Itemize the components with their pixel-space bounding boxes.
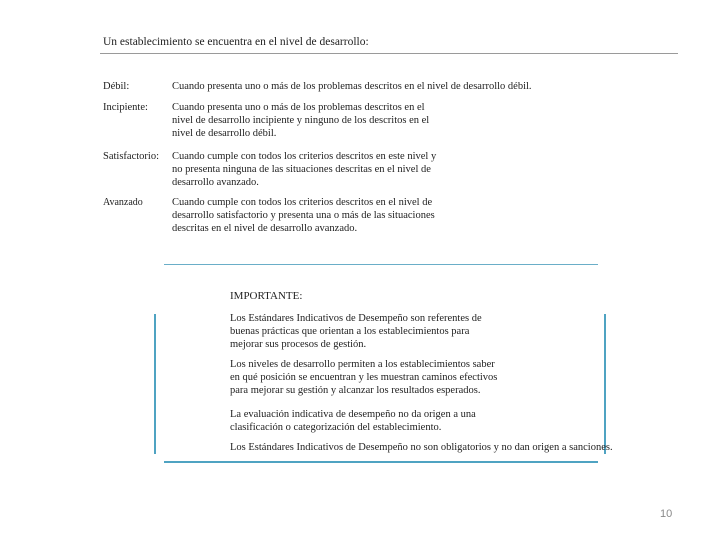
level-term: Incipiente: (103, 102, 148, 113)
important-box-bottom-border (164, 461, 598, 463)
level-term: Avanzado (103, 197, 143, 208)
important-box-top-border (164, 264, 598, 265)
page-title: Un establecimiento se encuentra en el nivel de desarrollo: (103, 36, 369, 48)
level-term: Débil: (103, 81, 130, 92)
important-paragraph: La evaluación indicativa de desempeño no da origen a una clasificación o categorización del establecimiento. (230, 409, 476, 433)
important-box-left-border (154, 314, 156, 454)
level-description: Cuando presenta uno o más de los problemas descritos en el nivel de desarrollo incipiente y ninguno de los descritos en el nivel de desarrollo débil. (172, 102, 430, 139)
important-paragraph: Los niveles de desarrollo permiten a los establecimientos saber en qué posición se encuentran y les muestran caminos efectivos para mejorar su gestión y alcanzar los resultados esperados. (230, 359, 498, 396)
important-paragraph: Los Estándares Indicativos de Desempeño son referentes de buenas prácticas que orientan a los establecimientos para mejorar sus procesos de gestión. (230, 313, 482, 350)
level-term: Satisfactorio: (103, 151, 159, 162)
level-description: Cuando cumple con todos los criterios descritos en el nivel de desarrollo satisfactorio y presenta una o más de las situaciones descritas en el nivel de desarrollo avanzado. (172, 197, 435, 234)
page-number: 10 (660, 508, 673, 520)
important-box-right-border (604, 314, 606, 454)
level-description: Cuando cumple con todos los criterios descritos en este nivel y no presenta ninguna de las situaciones descritas en el nivel de desarrollo avanzado. (172, 151, 437, 188)
title-divider (100, 53, 678, 54)
important-heading: IMPORTANTE: (230, 290, 303, 302)
important-paragraph: Los Estándares Indicativos de Desempeño no son obligatorios y no dan origen a sanciones. (230, 442, 613, 453)
level-description: Cuando presenta uno o más de los problemas descritos en el nivel de desarrollo débil. (172, 81, 532, 92)
